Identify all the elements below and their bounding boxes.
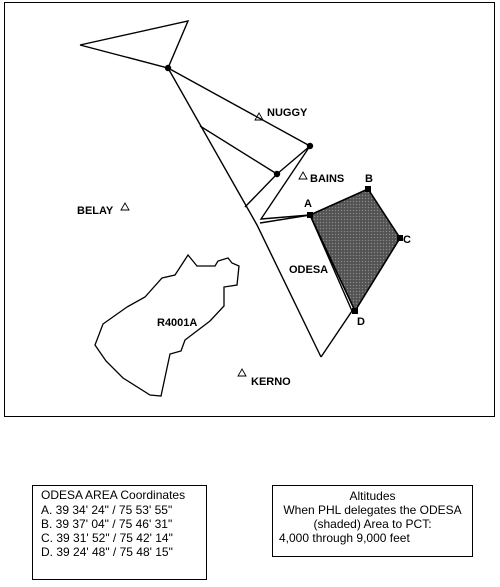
point-b-label: B <box>365 173 373 185</box>
odesa-label: ODESA <box>289 264 329 276</box>
bains-fix-icon <box>299 172 307 179</box>
altitudes-title: Altitudes <box>349 489 396 503</box>
northwest-sector-boundary <box>80 21 188 68</box>
point-c-label: C <box>403 234 411 246</box>
bains-label: BAINS <box>310 173 345 185</box>
belay-label: BELAY <box>77 205 114 217</box>
airspace-diagram <box>5 3 496 418</box>
altitudes-line-3: 4,000 through 9,000 feet <box>279 531 410 545</box>
altitudes-line-1: When PHL delegates the ODESA <box>283 503 462 517</box>
airspace-map <box>4 2 495 417</box>
odesa-coordinates-box <box>32 485 207 580</box>
point-d-marker <box>352 308 358 314</box>
coordinate-row-d: D. 39 24' 48" / 75 48' 15" <box>41 545 173 559</box>
vertex-dot <box>307 143 313 149</box>
vertex-dot <box>165 65 171 71</box>
odesa-shaded-area <box>310 189 400 311</box>
inner-boundary-line <box>200 126 277 207</box>
vertex-dot <box>274 171 280 177</box>
altitudes-box <box>272 485 473 557</box>
coordinate-row-a: A. 39 34' 24" / 75 53' 55" <box>41 503 173 517</box>
point-a-label: A <box>304 198 312 210</box>
coordinates-title: ODESA AREA Coordinates <box>41 488 186 502</box>
northeast-boundary-line <box>168 68 310 174</box>
belay-fix-icon <box>121 203 129 210</box>
kerno-label: KERNO <box>251 376 291 388</box>
coordinate-row-b: B. 39 37' 04" / 75 46' 31" <box>41 517 173 531</box>
point-b-marker <box>365 186 371 192</box>
r4001a-label: R4001A <box>157 317 198 329</box>
point-a-marker <box>307 212 313 218</box>
altitudes-line-2: (shaded) Area to PCT: <box>313 517 432 531</box>
kerno-fix-icon <box>238 369 246 376</box>
nuggy-label: NUGGY <box>267 107 308 119</box>
coordinate-row-c: C. 39 31' 52" / 75 42' 14" <box>41 531 173 545</box>
point-d-label: D <box>357 316 365 328</box>
